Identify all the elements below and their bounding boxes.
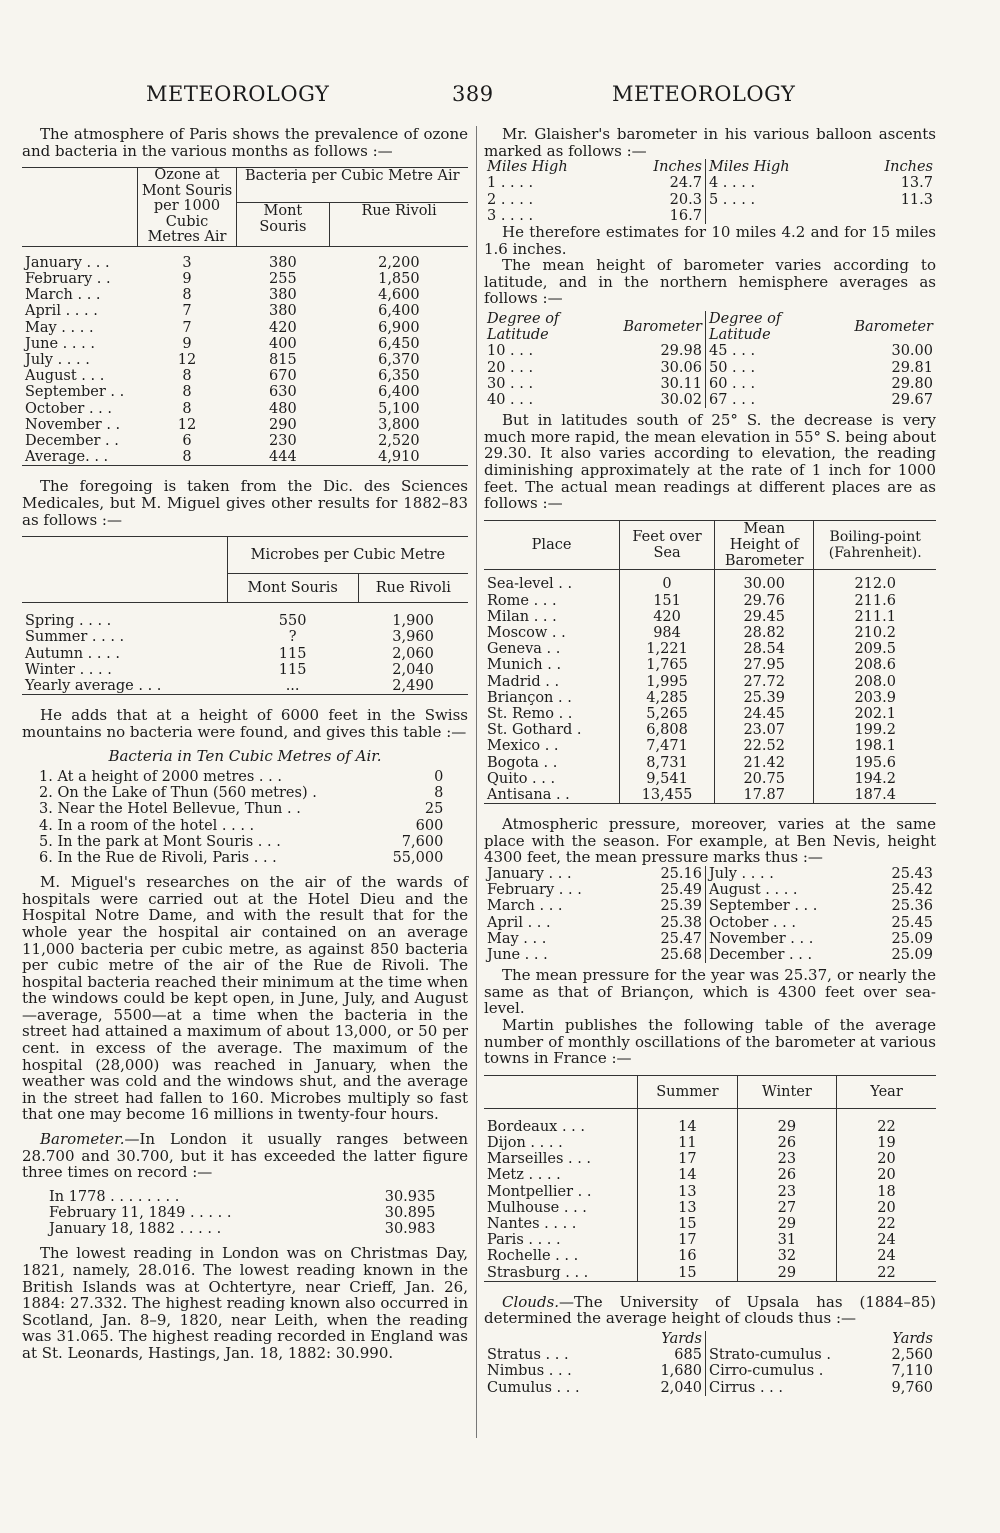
- ben-nevis-text: Atmospheric pressure, moreover, varies at the same place with the season. For example, at Ben Nevis, height 4300 feet, the mean pressure marks thus :—: [484, 815, 936, 867]
- inches-header: Inches: [884, 159, 933, 176]
- table-row: July . . . . 12 815 6,370: [25, 351, 420, 368]
- page-header: [0, 82, 1000, 114]
- mont-souris-header: Mont Souris: [227, 574, 358, 603]
- barometer-header: Barometer: [623, 319, 702, 336]
- table-row: Nimbus . . . 1,680 Cirro-cumulus . 7,110: [487, 1363, 933, 1380]
- rue-rivoli-header: Rue Rivoli: [358, 574, 468, 603]
- france-oscillations-table: [484, 1075, 936, 1282]
- martin-text: Martin publishes the following table of the average number of monthly oscillations of the barometer at various towns in France :—: [484, 1015, 936, 1068]
- table-row: 10 . . . 29.98 45 . . . 30.00: [487, 343, 933, 360]
- table-row: December . . 6 230 2,520: [25, 432, 420, 449]
- table-row: Montpellier . . 13 23 18: [484, 1184, 936, 1200]
- table-row: 4. In a room of the hotel . . . . 600: [39, 817, 444, 834]
- clouds-table: [484, 1331, 936, 1396]
- table-row: St. Gothard . 6,808 23.07 199.2: [484, 722, 936, 738]
- mean-pressure-text: The mean pressure for the year was 25.37, or nearly the same as that of Briançon, which is 4300 feet over sea-level.: [484, 966, 936, 1018]
- table-row: January 18, 1882 . . . . . 30.983: [49, 1221, 436, 1238]
- ben-nevis-table: [484, 866, 936, 963]
- ozone-header: Ozone at Mont Souris per 1000 Cubic Metres Air: [138, 168, 236, 247]
- running-head-left: METEOROLOGY: [146, 82, 330, 106]
- latitude-intro: The mean height of barometer varies according to latitude, and in the northern hemisphere averages as follows :—: [484, 256, 936, 308]
- table-row: March . . . 25.39 September . . . 25.36: [487, 898, 933, 915]
- corner-cell: [22, 168, 138, 247]
- glaisher-text: Mr. Glaisher's barometer in his various balloon ascents marked as follows :—: [484, 125, 936, 160]
- table-row: 2 . . . . 20.3 5 . . . . 11.3: [487, 191, 933, 208]
- running-head-right: METEOROLOGY: [612, 82, 796, 106]
- barometer-paragraph: [22, 1131, 468, 1181]
- yards-header: Yards: [892, 1330, 933, 1347]
- swiss-table: [36, 769, 446, 866]
- clouds-paragraph: [484, 1294, 936, 1327]
- microbes-table: [22, 536, 468, 695]
- feet-header: Feet over Sea: [620, 520, 715, 570]
- table-row: 20 . . . 30.06 50 . . . 29.81: [487, 359, 933, 376]
- table-row: Mexico . . 7,471 22.52 198.1: [484, 738, 936, 754]
- table-row: Geneva . . 1,221 28.54 209.5: [484, 641, 936, 657]
- table-row: Moscow . . 984 28.82 210.2: [484, 625, 936, 641]
- table-row: February 11, 1849 . . . . . 30.895: [49, 1205, 436, 1222]
- clouds-text: —The University of Upsala has (1884–85) determined the average height of clouds thus :—: [484, 1292, 936, 1328]
- table-row: Rome . . . 151 29.76 211.6: [484, 593, 936, 609]
- clouds-heading: Clouds.: [502, 1292, 560, 1311]
- places-table: [484, 520, 936, 804]
- miles-header: Miles High: [705, 159, 832, 175]
- mont-souris-header: Mont Souris: [236, 203, 330, 247]
- table-row: Cumulus . . . 2,040 Cirrus . . . 9,760: [487, 1379, 933, 1396]
- swiss-table-title: Bacteria in Ten Cubic Metres of Air.: [108, 747, 382, 766]
- page-number: 389: [452, 82, 494, 106]
- table-row: 3 . . . . 16.7: [484, 208, 936, 224]
- table-row: Sea-level . . 0 30.00 212.0: [484, 576, 936, 592]
- table-row: August . . . 8 670 6,350: [25, 368, 420, 385]
- table-row: April . . . . 7 380 6,400: [25, 303, 420, 320]
- table-row: Madrid . . 1,995 27.72 208.0: [484, 674, 936, 690]
- miguel-text: The foregoing is taken from the Dic. des Sciences Medicales, but M. Miguel gives other results for 1882–83 as follows :—: [22, 477, 468, 529]
- table-row: 40 . . . 30.02 67 . . . 29.67: [487, 391, 933, 408]
- lowest-reading-text: The lowest reading in London was on Christmas Day, 1821, namely, 28.016. The lowest reading known in the British Islands was at Ochtertyre, near Crieff, Jan. 26, 1884: 27.332. The highest reading known also occurred in Scotland, Jan. 8–9, 1820, near Leith, when the reading was 31.065. The highest reading recorded in England was at St. Leonards, Hastings, Jan. 18, 1882: 30.990.: [22, 1244, 468, 1362]
- table-row: May . . . 25.47 November . . . 25.09: [487, 930, 933, 947]
- table-row: January . . . 3 380 2,200: [25, 254, 420, 271]
- left-column: [22, 126, 468, 1362]
- table-row: Winter . . . . 115 2,040: [25, 661, 434, 678]
- corner-cell: [484, 1075, 638, 1108]
- table-row: 30 . . . 30.11 60 . . . 29.80: [487, 375, 933, 392]
- table-row: Antisana . . 13,455 17.87 187.4: [484, 787, 936, 804]
- table-row: Bordeaux . . . 14 29 22: [484, 1119, 936, 1135]
- hospital-text: M. Miguel's researches on the air of the wards of hospitals were carried out at the Hotel Dieu and the Hospital Notre Dame, and with the result that for the whole year the hospital air contained on an average 11,000 bacteria per cubic metre, as against 850 bacteria per cubic metre of the air of the Rue de Rivoli. The hospital bacteria reached their minimum at the time when the windows could be kept open, in June, July, and August—average, 5500—at a time when the bacteria in the street had attained a maximum of about 13,000, or 50 per cent. in excess of the average. The maximum of the hospital (28,000) was reached in January, when the weather was cold and the windows shut, and the average in the street had fallen to 160. Microbes multiply so fast that one may become 16 millions in twenty-four hours.: [22, 873, 468, 1124]
- table-row: March . . . 8 380 4,600: [25, 287, 420, 304]
- estimate-text: He therefore estimates for 10 miles 4.2 and for 15 miles 1.6 inches.: [484, 223, 936, 258]
- table-row: St. Remo . . 5,265 24.45 202.1: [484, 706, 936, 722]
- table-row: 1 . . . . 24.7 4 . . . . 13.7: [487, 175, 933, 192]
- table-row: Marseilles . . . 17 23 20: [484, 1151, 936, 1167]
- table-row: Bogota . . 8,731 21.42 195.6: [484, 755, 936, 771]
- table-row: Munich . . 1,765 27.95 208.6: [484, 657, 936, 673]
- table-row: 3. Near the Hotel Bellevue, Thun . . 25: [39, 801, 444, 818]
- table-row: 5. In the park at Mont Souris . . . 7,600: [39, 833, 444, 850]
- table-row: January . . . 25.16 July . . . . 25.43: [487, 865, 933, 882]
- table-row: Briançon . . 4,285 25.39 203.9: [484, 690, 936, 706]
- table-row: February . . 9 255 1,850: [25, 270, 420, 287]
- table-row: September . . 8 630 6,400: [25, 384, 420, 401]
- table-row: 2. On the Lake of Thun (560 metres) . 8: [39, 785, 444, 802]
- table-row: Rochelle . . . 16 32 24: [484, 1248, 936, 1264]
- table-row: Spring . . . . 550 1,900: [25, 613, 434, 630]
- winter-header: Winter: [737, 1075, 836, 1108]
- table-row: Autumn . . . . 115 2,060: [25, 645, 434, 662]
- table-row: October . . . 8 480 5,100: [25, 400, 420, 417]
- table-row: Mulhouse . . . 13 27 20: [484, 1200, 936, 1216]
- table-row: Metz . . . . 14 26 20: [484, 1167, 936, 1183]
- table-row: In 1778 . . . . . . . . 30.935: [49, 1188, 436, 1205]
- bacteria-header: Bacteria per Cubic Metre Air: [236, 168, 468, 203]
- degree-header: Degree of Latitude: [705, 311, 823, 343]
- latitude-text: But in latitudes south of 25° S. the decrease is very much more rapid, the mean elevation in 55° S. being about 29.30. It also varies according to elevation, the reading diminishing approximately at the rate of 1 inch for 1000 feet. The actual mean readings at different places are as follows :—: [484, 411, 936, 513]
- barometer-heading: Barometer.: [40, 1130, 125, 1149]
- table-row: Milan . . . 420 29.45 211.1: [484, 609, 936, 625]
- paris-intro: The atmosphere of Paris shows the prevalence of ozone and bacteria in the various months as follows :—: [22, 125, 468, 160]
- paris-ozone-table: [22, 167, 468, 466]
- table-row: Average. . . 8 444 4,910: [22, 449, 468, 466]
- summer-header: Summer: [638, 1075, 737, 1108]
- table-row: February . . . 25.49 August . . . . 25.42: [487, 882, 933, 899]
- miles-header: Miles High: [487, 159, 568, 176]
- right-column: [484, 126, 936, 1396]
- table-row: Paris . . . . 17 31 24: [484, 1232, 936, 1248]
- table-row: Summer . . . . ? 3,960: [25, 629, 434, 646]
- table-row: June . . . 25.68 December . . . 25.09: [487, 947, 933, 963]
- yards-header: Yards: [661, 1330, 702, 1347]
- year-header: Year: [837, 1075, 936, 1108]
- barometer-text: —In London it usually ranges between 28.700 and 30.700, but it has exceeded the latter figure three times on record :—: [22, 1130, 468, 1182]
- degree-header: Degree of Latitude: [487, 310, 560, 344]
- microbes-header: Microbes per Cubic Metre: [227, 537, 468, 574]
- rue-rivoli-header: Rue Rivoli: [330, 203, 468, 247]
- table-row: November . . 12 290 3,800: [25, 416, 420, 433]
- balloon-table: [484, 159, 936, 224]
- table-row: Nantes . . . . 15 29 22: [484, 1216, 936, 1232]
- latitude-table: [484, 311, 936, 408]
- table-row: Strasburg . . . 15 29 22: [484, 1265, 936, 1282]
- mean-height-header: Mean Height of Barometer: [715, 520, 814, 570]
- swiss-text: He adds that at a height of 6000 feet in the Swiss mountains no bacteria were found, and gives this table :—: [22, 706, 468, 741]
- boiling-header: Boiling-point (Fahrenheit).: [814, 520, 936, 570]
- table-row: June . . . . 9 400 6,450: [25, 335, 420, 352]
- barometer-header: Barometer: [854, 319, 933, 336]
- table-row: 6. In the Rue de Rivoli, Paris . . . 55,000: [39, 849, 444, 866]
- place-header: Place: [531, 536, 572, 553]
- table-row: Dijon . . . . 11 26 19: [484, 1135, 936, 1151]
- column-divider: [476, 126, 477, 1438]
- corner-cell: [22, 537, 227, 603]
- table-row: May . . . . 7 420 6,900: [25, 319, 420, 336]
- table-row: Quito . . . 9,541 20.75 194.2: [484, 771, 936, 787]
- table-row: Stratus . . . 685 Strato-cumulus . 2,560: [487, 1347, 933, 1364]
- table-row: April . . . 25.38 October . . . 25.45: [487, 914, 933, 931]
- table-row: Yearly average . . . ... 2,490: [22, 678, 468, 695]
- inches-header: Inches: [653, 159, 702, 176]
- london-records-table: [46, 1189, 438, 1238]
- table-row: 1. At a height of 2000 metres . . . 0: [39, 768, 444, 785]
